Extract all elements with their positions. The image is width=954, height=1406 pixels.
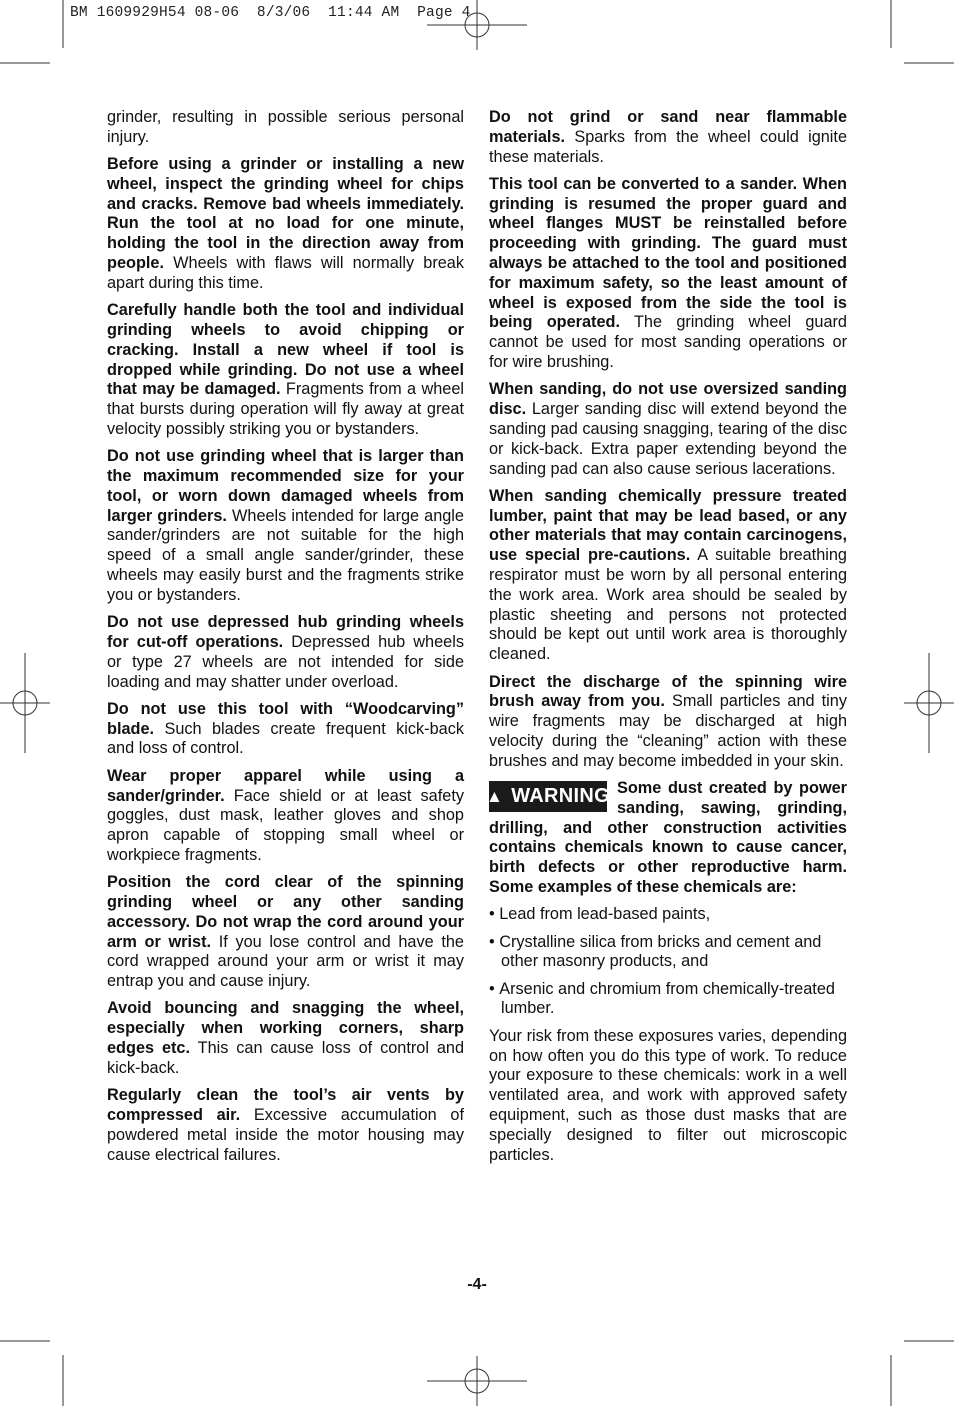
warning-text: Some dust created by power sanding, sawing, grinding, drilling, and other construction activities contains chemicals known to cause cancer, birth defects or other reproductive harm. Some examples of these chemicals are: <box>489 779 847 896</box>
paragraph: grinder, resulting in possible serious personal injury. <box>107 108 464 146</box>
warning-triangle-icon: ▲ <box>486 786 504 806</box>
paragraph: Do not use grinding wheel that is larger than the maximum recommended size for your tool, or worn down damaged wheels from larger grinders. Wheels intended for large angle sander/grinders are not suitable for the high speed of a small angle sander/grinder, these wheels may easily burst and the fragments strike you or bystanders. <box>107 447 464 604</box>
paragraph: This tool can be converted to a sander. When grinding is resumed the proper guard and wheel flanges MUST be reinstalled before proceeding with grinding. The guard must always be attached to the tool and positioned for maximum safety, so the least amount of wheel is exposed from the side the tool is being operated. The grinding wheel guard cannot be used for most sanding operations or for wire brushing. <box>489 174 847 372</box>
paragraph: Position the cord clear of the spinning grinding wheel or any other sanding accessory. Do not wrap the cord around your arm or wrist. If you lose control and have the cord wrapped around your arm or wrist it may entrap you and cause injury. <box>107 873 464 991</box>
chemical-list <box>489 905 847 1019</box>
paragraph: Do not grind or sand near flammable materials. Sparks from the wheel could ignite these materials. <box>489 108 847 166</box>
paragraph: Regularly clean the tool’s air vents by compressed air. Excessive accumulation of powdered metal inside the motor housing may cause electrical failures. <box>107 1086 464 1164</box>
page-number: -4- <box>467 1276 487 1293</box>
paragraph: Do not use this tool with “Woodcarving” blade. Such blades create frequent kick-back and loss of control. <box>107 699 464 758</box>
slug-line: BM 1609929H54 08-06 8/3/06 11:44 AM Page 4 <box>70 5 471 21</box>
paragraph: Wear proper apparel while using a sander/grinder. Face shield or at least safety goggles, dust mask, leather gloves and shop apron capable of stopping small wheel or workpiece fragments. <box>107 766 464 864</box>
list-item: • Lead from lead-based paints, <box>489 905 847 925</box>
registration-mark-right <box>904 653 954 753</box>
list-item: • Arsenic and chromium from chemically-treated lumber. <box>489 980 847 1020</box>
registration-mark-top <box>427 0 527 50</box>
paragraph: Do not use depressed hub grinding wheels for cut-off operations. Depressed hub wheels or type 27 wheels are not intended for side loading and may shatter under overload. <box>107 613 464 691</box>
paragraph: Carefully handle both the tool and individual grinding wheels to avoid chipping or cracking. Install a new wheel if tool is dropped while grinding. Do not use a wheel that may be damaged. Fragments from a wheel that bursts during operation will fly away at great velocity possibly striking you or bystanders. <box>107 301 464 438</box>
registration-mark-left <box>0 653 50 753</box>
registration-mark-bottom <box>427 1356 527 1406</box>
left-column <box>107 108 464 1173</box>
warning-badge <box>486 781 610 812</box>
paragraph: When sanding, do not use oversized sanding disc. Larger sanding disc will extend beyond the sanding pad causing snagging, tearing of the disc or kick-back. Extra paper extending beyond the sanding pad can also cause serious lacerations. <box>489 380 847 478</box>
warning-paragraph <box>486 779 847 898</box>
warning-label: WARNING <box>511 784 610 807</box>
exposure-paragraph: Your risk from these exposures varies, depending on how often you do this type of work. To reduce your exposure to these chemicals: work in a well ventilated area, and work with approved safety equipment, such as those dust masks that are specially designed to filter out microscopic particles. <box>489 1026 847 1164</box>
paragraph: When sanding chemically pressure treated lumber, paint that may be lead based, or any other materials that may contain carcinogens, use special pre-cautions. A suitable breathing respirator must be worn by all personal entering the work area. Work area should be sealed by plastic sheeting and persons not protected should be kept out until work area is thoroughly cleaned. <box>489 486 847 664</box>
list-item: • Crystalline silica from bricks and cement and other masonry products, and <box>489 933 847 973</box>
paragraph: Avoid bouncing and snagging the wheel, especially when working corners, sharp edges etc. This can cause loss of control and kick-back. <box>107 999 464 1077</box>
right-column <box>486 108 847 1173</box>
paragraph: Direct the discharge of the spinning wire brush away from you. Small particles and tiny wire fragments may be discharged at high velocity during the “cleaning” action with these brushes and may become imbedded in your skin. <box>489 672 847 770</box>
paragraph: Before using a grinder or installing a new wheel, inspect the grinding wheel for chips and cracks. Remove bad wheels immediately. Run the tool at no load for one minute, holding the tool in the direction away from people. Wheels with flaws will normally break apart during this time. <box>107 155 464 292</box>
